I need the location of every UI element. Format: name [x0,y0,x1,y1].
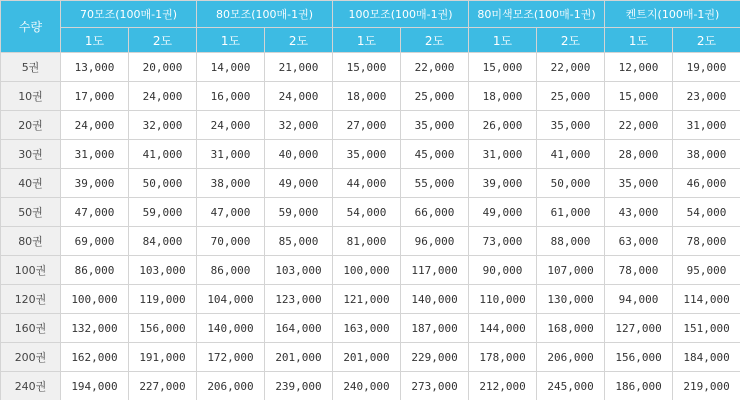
price-cell: 156,000 [129,314,197,343]
price-cell: 14,000 [197,53,265,82]
qty-cell: 5권 [1,53,61,82]
color-header-1do: 1도 [197,28,265,53]
price-cell: 127,000 [605,314,673,343]
table-row [1,256,740,285]
price-cell: 59,000 [129,198,197,227]
price-cell: 61,000 [537,198,605,227]
price-cell: 38,000 [197,169,265,198]
price-cell: 191,000 [129,343,197,372]
price-cell: 90,000 [469,256,537,285]
qty-cell: 240권 [1,372,61,401]
qty-cell: 30권 [1,140,61,169]
price-cell: 81,000 [333,227,401,256]
price-cell: 50,000 [537,169,605,198]
price-cell: 201,000 [333,343,401,372]
price-cell: 245,000 [537,372,605,401]
color-header-2do: 2도 [537,28,605,53]
price-cell: 24,000 [129,82,197,111]
price-cell: 94,000 [605,285,673,314]
price-cell: 41,000 [537,140,605,169]
price-cell: 70,000 [197,227,265,256]
price-cell: 206,000 [537,343,605,372]
price-cell: 86,000 [61,256,129,285]
price-cell: 73,000 [469,227,537,256]
table-row [1,227,740,256]
price-cell: 78,000 [605,256,673,285]
color-header-1do: 1도 [469,28,537,53]
qty-cell: 120권 [1,285,61,314]
price-cell: 95,000 [673,256,740,285]
price-cell: 206,000 [197,372,265,401]
qty-cell: 200권 [1,343,61,372]
price-cell: 24,000 [197,111,265,140]
price-cell: 15,000 [605,82,673,111]
price-cell: 59,000 [265,198,333,227]
price-cell: 132,000 [61,314,129,343]
price-cell: 27,000 [333,111,401,140]
price-cell: 194,000 [61,372,129,401]
color-header-2do: 2도 [401,28,469,53]
price-cell: 39,000 [61,169,129,198]
price-cell: 39,000 [469,169,537,198]
price-cell: 23,000 [673,82,740,111]
price-cell: 54,000 [673,198,740,227]
price-cell: 240,000 [333,372,401,401]
price-cell: 104,000 [197,285,265,314]
qty-cell: 100권 [1,256,61,285]
price-cell: 63,000 [605,227,673,256]
price-cell: 35,000 [401,111,469,140]
price-cell: 186,000 [605,372,673,401]
price-cell: 110,000 [469,285,537,314]
price-cell: 35,000 [333,140,401,169]
price-cell: 16,000 [197,82,265,111]
price-cell: 219,000 [673,372,740,401]
qty-header: 수량 [1,1,61,53]
paper-group-header: 70모조(100매-1권) [61,1,197,28]
price-cell: 31,000 [61,140,129,169]
color-header-2do: 2도 [129,28,197,53]
price-cell: 50,000 [129,169,197,198]
price-cell: 18,000 [469,82,537,111]
price-cell: 47,000 [197,198,265,227]
price-cell: 227,000 [129,372,197,401]
price-cell: 103,000 [129,256,197,285]
color-header-2do: 2도 [265,28,333,53]
price-cell: 32,000 [265,111,333,140]
price-cell: 123,000 [265,285,333,314]
price-cell: 119,000 [129,285,197,314]
table-row [1,343,740,372]
price-cell: 24,000 [61,111,129,140]
price-cell: 69,000 [61,227,129,256]
price-cell: 168,000 [537,314,605,343]
color-header-1do: 1도 [333,28,401,53]
price-cell: 212,000 [469,372,537,401]
price-cell: 22,000 [401,53,469,82]
table-row [1,372,740,401]
price-cell: 162,000 [61,343,129,372]
paper-group-header: 80모조(100매-1권) [197,1,333,28]
price-cell: 84,000 [129,227,197,256]
color-header-2do: 2도 [673,28,740,53]
paper-group-header: 80미색모조(100매-1권) [469,1,605,28]
price-cell: 43,000 [605,198,673,227]
price-cell: 178,000 [469,343,537,372]
price-cell: 44,000 [333,169,401,198]
price-cell: 26,000 [469,111,537,140]
qty-cell: 40권 [1,169,61,198]
price-cell: 140,000 [197,314,265,343]
price-cell: 130,000 [537,285,605,314]
price-cell: 66,000 [401,198,469,227]
price-cell: 103,000 [265,256,333,285]
price-cell: 201,000 [265,343,333,372]
qty-cell: 80권 [1,227,61,256]
price-cell: 187,000 [401,314,469,343]
price-cell: 88,000 [537,227,605,256]
price-cell: 18,000 [333,82,401,111]
price-cell: 164,000 [265,314,333,343]
qty-cell: 20권 [1,111,61,140]
table-row [1,285,740,314]
header-row-color [1,28,740,53]
price-cell: 54,000 [333,198,401,227]
price-cell: 140,000 [401,285,469,314]
price-cell: 121,000 [333,285,401,314]
price-cell: 47,000 [61,198,129,227]
price-cell: 107,000 [537,256,605,285]
price-cell: 38,000 [673,140,740,169]
price-cell: 114,000 [673,285,740,314]
price-cell: 85,000 [265,227,333,256]
price-cell: 19,000 [673,53,740,82]
price-cell: 25,000 [537,82,605,111]
table-row [1,111,740,140]
price-cell: 117,000 [401,256,469,285]
price-cell: 15,000 [333,53,401,82]
price-cell: 35,000 [537,111,605,140]
price-cell: 15,000 [469,53,537,82]
price-cell: 20,000 [129,53,197,82]
price-cell: 239,000 [265,372,333,401]
price-cell: 41,000 [129,140,197,169]
price-cell: 12,000 [605,53,673,82]
price-cell: 22,000 [537,53,605,82]
price-cell: 100,000 [61,285,129,314]
price-cell: 25,000 [401,82,469,111]
qty-cell: 10권 [1,82,61,111]
color-header-1do: 1도 [61,28,129,53]
table-row [1,314,740,343]
price-cell: 78,000 [673,227,740,256]
header-row-paper [1,1,740,28]
price-cell: 100,000 [333,256,401,285]
price-cell: 24,000 [265,82,333,111]
price-cell: 273,000 [401,372,469,401]
price-cell: 144,000 [469,314,537,343]
table-row [1,169,740,198]
price-cell: 13,000 [61,53,129,82]
price-cell: 163,000 [333,314,401,343]
paper-group-header: 켄트지(100매-1권) [605,1,740,28]
price-cell: 45,000 [401,140,469,169]
price-cell: 31,000 [673,111,740,140]
price-cell: 46,000 [673,169,740,198]
table-row [1,82,740,111]
price-cell: 32,000 [129,111,197,140]
qty-cell: 160권 [1,314,61,343]
price-cell: 156,000 [605,343,673,372]
table-row [1,53,740,82]
price-cell: 40,000 [265,140,333,169]
price-cell: 172,000 [197,343,265,372]
price-cell: 49,000 [265,169,333,198]
color-header-1do: 1도 [605,28,673,53]
price-cell: 21,000 [265,53,333,82]
price-cell: 229,000 [401,343,469,372]
table-row [1,198,740,227]
price-cell: 31,000 [469,140,537,169]
price-cell: 55,000 [401,169,469,198]
qty-cell: 50권 [1,198,61,227]
price-cell: 22,000 [605,111,673,140]
price-cell: 35,000 [605,169,673,198]
price-cell: 49,000 [469,198,537,227]
price-cell: 96,000 [401,227,469,256]
price-cell: 184,000 [673,343,740,372]
paper-group-header: 100모조(100매-1권) [333,1,469,28]
table-row [1,140,740,169]
price-cell: 151,000 [673,314,740,343]
price-cell: 17,000 [61,82,129,111]
price-cell: 31,000 [197,140,265,169]
price-cell: 28,000 [605,140,673,169]
price-table-body [1,53,740,401]
price-cell: 86,000 [197,256,265,285]
